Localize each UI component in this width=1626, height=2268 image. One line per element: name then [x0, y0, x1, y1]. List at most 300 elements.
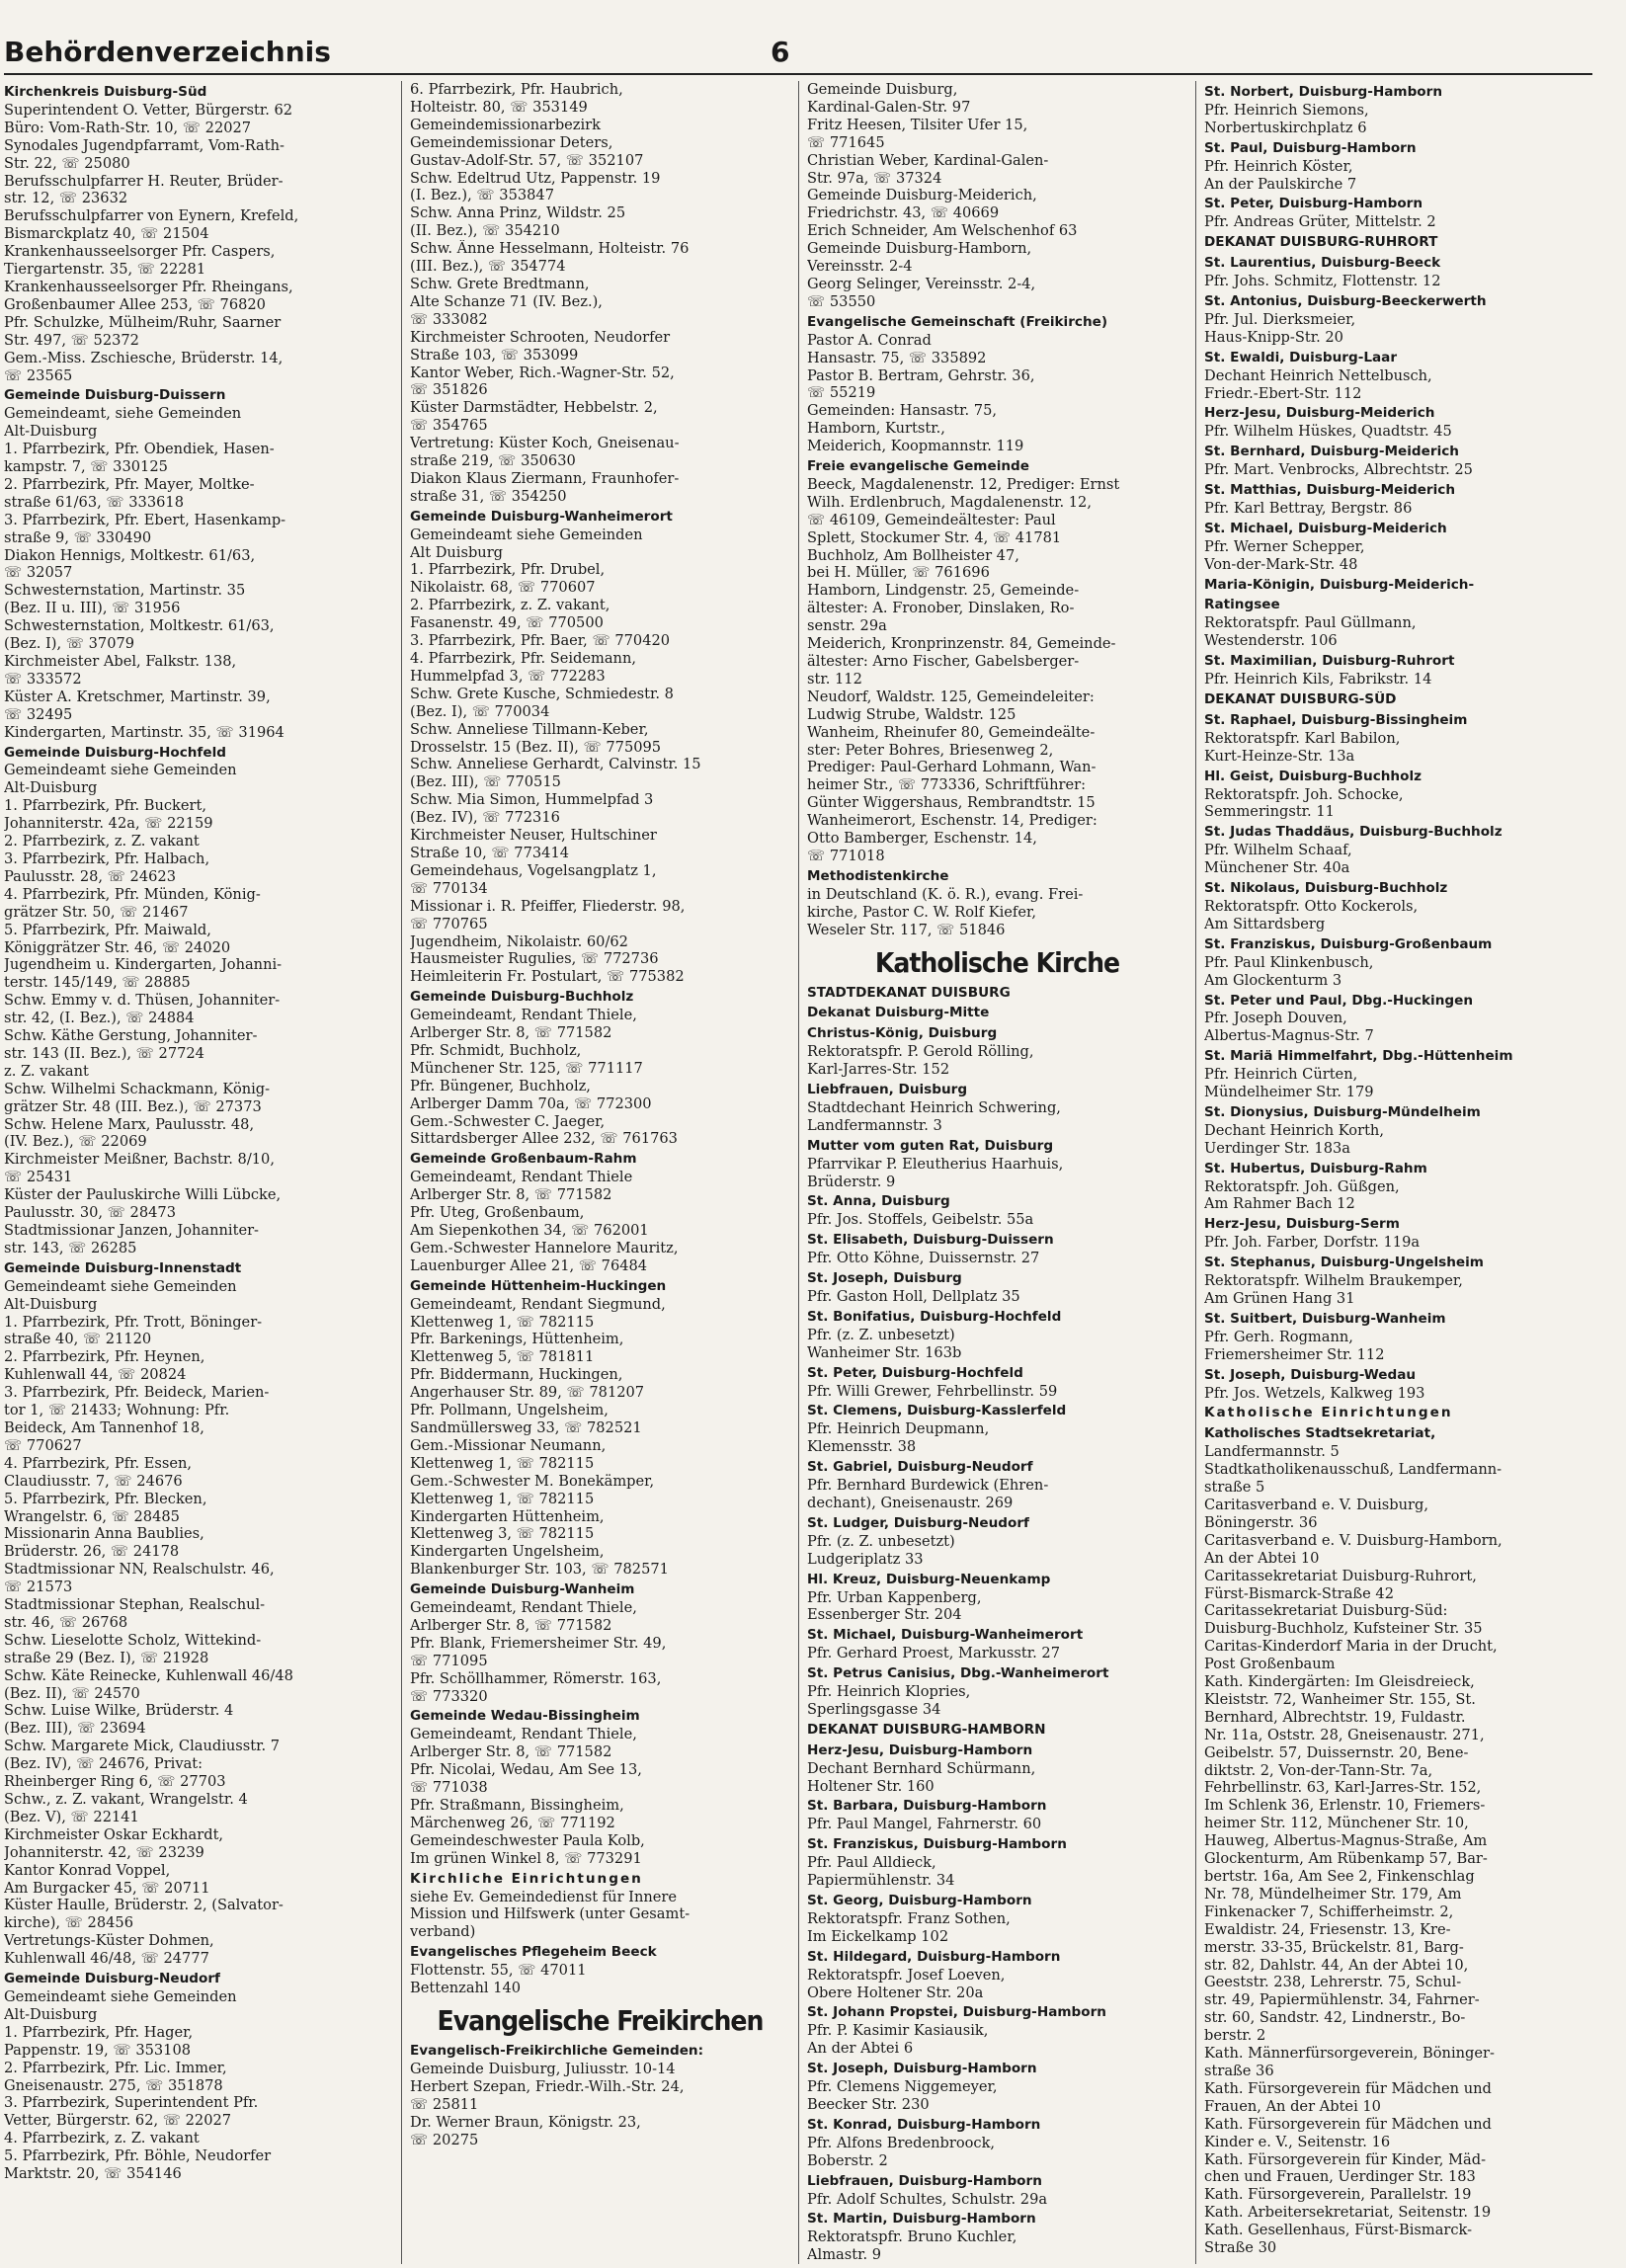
entry-line: ☏ 333572	[4, 670, 82, 688]
entry-line: Landfermannstr. 5	[1204, 1443, 1340, 1461]
entry-line: Pfr. Paul Alldieck,	[807, 1854, 936, 1872]
entry-line: Str. 497, ☏ 52372	[4, 331, 139, 349]
column-3	[798, 81, 1195, 2264]
entry-line: Pfr. Uteg, Großenbaum,	[410, 1204, 585, 1222]
entry-line: Kuhlenwall 44, ☏ 20824	[4, 1366, 187, 1384]
entry-line: str. 12, ☏ 23632	[4, 190, 128, 207]
section-heading: Liebfrauen, Duisburg-Hamborn	[807, 2172, 1042, 2189]
entry-line: Kinder e. V., Seitenstr. 16	[1204, 2133, 1391, 2150]
entry-line: verband)	[410, 1923, 476, 1941]
entry-line: ältester: Arno Fischer, Gabelsberger-	[807, 653, 1080, 670]
entry-line: Klemensstr. 38	[807, 1438, 917, 1456]
entry-line: Mission und Hilfswerk (unter Gesamt-	[410, 1905, 691, 1923]
section-heading: Gemeinde Duisburg-Hochfeld	[4, 744, 226, 761]
section-heading: St. Mariä Himmelfahrt, Dbg.-Hüttenheim	[1204, 1048, 1513, 1065]
entry-line: Schw. Edeltrud Utz, Pappenstr. 19	[410, 169, 661, 187]
entry-line: Vetter, Bürgerstr. 62, ☏ 22027	[4, 2112, 232, 2130]
entry-line: ☏ 771095	[410, 1652, 488, 1669]
entry-line: Pfr. Bernhard Burdewick (Ehren-	[807, 1477, 1049, 1495]
entry-line: Jugendheim, Nikolaistr. 60/62	[410, 932, 628, 950]
section-heading: Evangelisches Pflegeheim Beeck	[410, 1944, 657, 1961]
entry-line: str. 46, ☏ 26768	[4, 1613, 128, 1631]
entry-line: Pfr. Gerhard Proest, Markusstr. 27	[807, 1645, 1060, 1662]
entry-line: Alt Duisburg	[410, 543, 504, 561]
entry-line: Dechant Heinrich Korth,	[1204, 1121, 1384, 1139]
entry-line: ☏ 21573	[4, 1579, 73, 1596]
entry-line: Sperlingsgasse 34	[807, 1700, 941, 1718]
section-heading: St. Laurentius, Duisburg-Beeck	[1204, 255, 1441, 272]
entry-line: Caritas-Kinderdorf Maria in der Drucht,	[1204, 1638, 1498, 1656]
entry-line: Pfr. Johs. Schmitz, Flottenstr. 12	[1204, 273, 1441, 290]
section-heading: Gemeinde Duisburg-Wanheim	[410, 1581, 635, 1598]
entry-line: Missionarin Anna Baublies,	[4, 1525, 204, 1543]
entry-line: Pfr. Heinrich Siemons,	[1204, 101, 1369, 119]
entry-line: merstr. 33-35, Brückelstr. 81, Barg-	[1204, 1938, 1464, 1956]
section-heading: Katholisches Stadtsekretariat,	[1204, 1425, 1436, 1442]
entry-line: Kath. Fürsorgeverein für Mädchen und	[1204, 2079, 1492, 2097]
entry-line: Schw. Anneliese Tillmann-Keber,	[410, 720, 649, 738]
section-heading: St. Joseph, Duisburg-Wedau	[1204, 1366, 1417, 1383]
entry-line: Beeck, Magdalenenstr. 12, Prediger: Ernst	[807, 475, 1120, 493]
entry-line: bei H. Müller, ☏ 761696	[807, 564, 990, 582]
section-heading: St. Matthias, Duisburg-Meiderich	[1204, 482, 1456, 499]
columns	[4, 81, 1592, 2264]
entry-line: Pfr. Büngener, Buchholz,	[410, 1077, 591, 1094]
entry-line: Gem.-Schwester C. Jaeger,	[410, 1112, 606, 1130]
section-heading: Liebfrauen, Duisburg	[807, 1082, 968, 1098]
entry-line: Küster A. Kretschmer, Martinstr. 39,	[4, 688, 271, 705]
entry-line: Rheinberger Ring 6, ☏ 27703	[4, 1773, 226, 1791]
entry-line: Pfr. Nicolai, Wedau, Am See 13,	[410, 1761, 642, 1779]
entry-line: Rektoratspfr. Franz Sothen,	[807, 1909, 1011, 1927]
column-4	[1195, 81, 1592, 2264]
entry-line: Str. 22, ☏ 25080	[4, 154, 130, 172]
entry-line: Alte Schanze 71 (IV. Bez.),	[410, 292, 603, 310]
entry-line: Schw. Grete Kusche, Schmiedestr. 8	[410, 685, 674, 702]
entry-line: Straße 10, ☏ 773414	[410, 844, 570, 861]
entry-line: Beecker Str. 230	[807, 2095, 930, 2113]
entry-line: Im grünen Winkel 8, ☏ 773291	[410, 1849, 642, 1867]
section-heading: St. Michael, Duisburg-Meiderich	[1204, 520, 1447, 536]
entry-line: Meiderich, Koopmannstr. 119	[807, 438, 1024, 455]
entry-line: Königgrätzer Str. 46, ☏ 24020	[4, 938, 231, 956]
section-heading: St. Stephanus, Duisburg-Ungelsheim	[1204, 1255, 1484, 1271]
entry-line: Berufsschulpfarrer von Eynern, Krefeld,	[4, 207, 299, 225]
section-heading: Mutter vom guten Rat, Duisburg	[807, 1137, 1054, 1154]
entry-line: Synodales Jugendpfarramt, Vom-Rath-	[4, 136, 285, 154]
entry-line: Alt-Duisburg	[4, 423, 98, 441]
entry-line: Kantor Konrad Voppel,	[4, 1861, 171, 1879]
section-heading: Gemeinde Duisburg-Duissern	[4, 387, 226, 404]
entry-line: Kardinal-Galen-Str. 97	[807, 98, 971, 116]
section-heading: St. Judas Thaddäus, Duisburg-Buchholz	[1204, 824, 1503, 841]
entry-line: straße 61/63, ☏ 333618	[4, 493, 184, 511]
section-heading: St. Bonifatius, Duisburg-Hochfeld	[807, 1308, 1062, 1325]
section-heading: St. Elisabeth, Duisburg-Duissern	[807, 1232, 1054, 1249]
entry-line: Fürst-Bismarck-Straße 42	[1204, 1584, 1395, 1602]
entry-line: Bismarckplatz 40, ☏ 21504	[4, 225, 209, 243]
entry-line: ster: Peter Bohres, Briesenweg 2,	[807, 741, 1054, 759]
entry-line: Pfr. Biddermann, Huckingen,	[410, 1366, 623, 1384]
entry-line: Drosselstr. 15 (Bez. II), ☏ 775095	[410, 738, 662, 756]
entry-line: Sandmüllersweg 33, ☏ 782521	[410, 1418, 642, 1436]
entry-line: Papiermühlenstr. 34	[807, 1872, 955, 1890]
entry-line: Semmeringstr. 11	[1204, 803, 1335, 821]
entry-line: Kurt-Heinze-Str. 13a	[1204, 747, 1355, 765]
section-heading: St. Clemens, Duisburg-Kasslerfeld	[807, 1403, 1067, 1419]
entry-line: Pfr. Straßmann, Bissingheim,	[410, 1797, 624, 1814]
section-heading: St. Anna, Duisburg	[807, 1193, 950, 1210]
entry-line: Arlberger Str. 8, ☏ 771582	[410, 1186, 612, 1204]
entry-line: Holteistr. 80, ☏ 353149	[410, 98, 588, 116]
entry-line: grätzer Str. 48 (III. Bez.), ☏ 27373	[4, 1097, 262, 1115]
entry-line: Am Sittardsberg	[1204, 915, 1326, 932]
entry-line: Krankenhausseelsorger Pfr. Caspers,	[4, 243, 276, 261]
entry-line: Pfr. Clemens Niggemeyer,	[807, 2078, 998, 2096]
entry-line: diktstr. 2, Von-der-Tann-Str. 7a,	[1204, 1761, 1433, 1779]
entry-line: Pfr. Schulzke, Mülheim/Ruhr, Saarner	[4, 313, 282, 331]
entry-line: Küster Darmstädter, Hebbelstr. 2,	[410, 399, 658, 417]
entry-line: Claudiusstr. 7, ☏ 24676	[4, 1472, 183, 1490]
entry-line: Geeststr. 238, Lehrerstr. 75, Schul-	[1204, 1974, 1462, 1991]
entry-line: Pfr. (z. Z. unbesetzt)	[807, 1532, 955, 1550]
section-heading: Methodistenkirche	[807, 867, 949, 884]
entry-line: Rektoratspfr. Josef Loeven,	[807, 1966, 1006, 1984]
entry-line: 4. Pfarrbezirk, Pfr. Essen,	[4, 1454, 193, 1472]
entry-line: Pfr. Urban Kappenberg,	[807, 1588, 982, 1606]
entry-line: senstr. 29a	[807, 617, 887, 635]
entry-line: Kirchmeister Meißner, Bachstr. 8/10,	[4, 1151, 275, 1169]
entry-line: Gem.-Schwester Hannelore Mauritz,	[410, 1239, 679, 1256]
entry-line: Friedrichstr. 43, ☏ 40669	[807, 204, 1000, 222]
entry-line: Pfr. (z. Z. unbesetzt)	[807, 1326, 955, 1343]
entry-line: Weseler Str. 117, ☏ 51846	[807, 921, 1006, 938]
entry-line: Pfr. Heinrich Köster,	[1204, 157, 1353, 175]
entry-line: berstr. 2	[1204, 2027, 1266, 2045]
entry-line: Büro: Vom-Rath-Str. 10, ☏ 22027	[4, 119, 252, 136]
entry-line: Schw. Emmy v. d. Thüsen, Johanniter-	[4, 992, 281, 1010]
entry-line: Schw. Luise Wilke, Brüderstr. 4	[4, 1702, 234, 1720]
entry-line: Gemeinden: Hansastr. 75,	[807, 402, 997, 420]
entry-line: Hummelpfad 3, ☏ 772283	[410, 667, 606, 685]
entry-line: str. 49, Papiermühlenstr. 34, Fahrner-	[1204, 1991, 1480, 2009]
entry-line: Nr. 78, Mündelheimer Str. 179, Am	[1204, 1885, 1462, 1903]
section-heading: St. Suitbert, Duisburg-Wanheim	[1204, 1310, 1446, 1327]
entry-line: Gemeindemissionar Deters,	[410, 133, 613, 151]
entry-line: Uerdinger Str. 183a	[1204, 1139, 1350, 1157]
entry-line: ☏ 23565	[4, 366, 73, 384]
entry-line: Pfr. P. Kasimir Kasiausik,	[807, 2022, 989, 2040]
entry-line: Frauen, An der Abtei 10	[1204, 2097, 1381, 2115]
entry-line: Am Glockenturm 3	[1204, 971, 1342, 989]
section-heading: Kirchenkreis Duisburg-Süd	[4, 84, 207, 100]
entry-line: ☏ 46109, Gemeindeältester: Paul	[807, 511, 1056, 528]
entry-line: Wanheimerort, Eschenstr. 14, Prediger:	[807, 812, 1098, 830]
entry-line: Kath. Fürsorgeverein, Parallelstr. 19	[1204, 2186, 1472, 2204]
entry-line: Pfr. Heinrich Cürten,	[1204, 1066, 1358, 1084]
section-heading: Gemeinde Hüttenheim-Huckingen	[410, 1277, 667, 1294]
entry-line: Gemeindeamt, siehe Gemeinden	[4, 405, 242, 423]
entry-line: grätzer Str. 50, ☏ 21467	[4, 903, 189, 921]
entry-line: ☏ 351826	[410, 381, 488, 399]
entry-line: kirche, Pastor C. W. Rolf Kiefer,	[807, 903, 1036, 921]
entry-line: Schw. Lieselotte Scholz, Wittekind-	[4, 1631, 262, 1649]
entry-line: Holtener Str. 160	[807, 1777, 935, 1795]
entry-line: Erich Schneider, Am Welschenhof 63	[807, 222, 1078, 240]
entry-line: Rektoratspfr. Otto Kockerols,	[1204, 897, 1419, 915]
entry-line: Alt-Duisburg	[4, 1295, 98, 1313]
entry-line: 3. Pfarrbezirk, Superintendent Pfr.	[4, 2094, 259, 2112]
entry-line: (Bez. V), ☏ 22141	[4, 1808, 139, 1825]
entry-line: Dechant Bernhard Schürmann,	[807, 1759, 1036, 1777]
chapter-heading: Katholische Kirche	[874, 945, 1120, 979]
entry-line: Johanniterstr. 42, ☏ 23239	[4, 1843, 204, 1861]
entry-line: Pfarrvikar P. Eleutherius Haarhuis,	[807, 1155, 1064, 1173]
entry-line: Klettenweg 5, ☏ 781811	[410, 1348, 595, 1366]
section-heading: St. Joseph, Duisburg-Hamborn	[807, 2061, 1037, 2077]
entry-line: Gem.-Missionar Neumann,	[410, 1436, 607, 1454]
entry-line: ältester: A. Fronober, Dinslaken, Ro-	[807, 600, 1075, 617]
section-heading: St. Peter, Duisburg-Hamborn	[1204, 196, 1423, 212]
entry-line: Boberstr. 2	[807, 2151, 888, 2169]
entry-line: Mündelheimer Str. 179	[1204, 1084, 1374, 1101]
section-heading: Dekanat Duisburg-Mitte	[807, 1005, 990, 1021]
entry-line: Gemeinde Duisburg-Meiderich,	[807, 187, 1037, 204]
entry-line: Schw. Anna Prinz, Wildstr. 25	[410, 204, 626, 222]
entry-line: Von-der-Mark-Str. 48	[1204, 555, 1358, 573]
entry-line: 2. Pfarrbezirk, z. Z. vakant	[4, 833, 200, 850]
entry-line: Klettenweg 1, ☏ 782115	[410, 1490, 595, 1507]
entry-line: Gemeindemissionarbezirk	[410, 116, 601, 133]
entry-line: Alt-Duisburg	[4, 2005, 98, 2023]
entry-line: chen und Frauen, Uerdinger Str. 183	[1204, 2168, 1476, 2186]
entry-line: str. 143, ☏ 26285	[4, 1239, 137, 1256]
chapter-heading: Evangelische Freikirchen	[437, 2003, 764, 2037]
entry-line: (Bez. I), ☏ 770034	[410, 702, 550, 720]
entry-line: Fasanenstr. 49, ☏ 770500	[410, 614, 604, 632]
entry-line: Schwesternstation, Martinstr. 35	[4, 582, 246, 600]
entry-line: Gemeindeamt siehe Gemeinden	[4, 1277, 237, 1295]
entry-line: 1. Pfarrbezirk, Pfr. Trott, Böninger-	[4, 1313, 263, 1331]
entry-line: bertstr. 16a, Am See 2, Finkenschlag	[1204, 1868, 1475, 1885]
entry-line: dechant), Gneisenaustr. 269	[807, 1494, 1014, 1511]
section-heading: St. Petrus Canisius, Dbg.-Wanheimerort	[807, 1665, 1109, 1682]
entry-line: Kath. Männerfürsorgeverein, Böninger-	[1204, 2045, 1495, 2063]
entry-line: Pfr. Mart. Venbrocks, Albrechtstr. 25	[1204, 461, 1473, 479]
entry-line: Pfr. Alfons Bredenbroock,	[807, 2134, 996, 2151]
entry-line: Nr. 11a, Oststr. 28, Gneisenaustr. 271,	[1204, 1726, 1485, 1743]
entry-line: Schw. Käte Reinecke, Kuhlenwall 46/48	[4, 1666, 293, 1684]
entry-line: Straße 30	[1204, 2239, 1277, 2257]
entry-line: straße 5	[1204, 1479, 1265, 1497]
entry-line: Albertus-Magnus-Str. 7	[1204, 1027, 1374, 1045]
entry-line: Kirchmeister Abel, Falkstr. 138,	[4, 653, 237, 670]
entry-line: Brüderstr. 9	[807, 1173, 896, 1190]
entry-line: ☏ 25431	[4, 1169, 73, 1186]
entry-line: Marktstr. 20, ☏ 354146	[4, 2165, 182, 2183]
entry-line: Ludwig Strube, Waldstr. 125	[807, 705, 1016, 723]
entry-line: Tiergartenstr. 35, ☏ 22281	[4, 261, 206, 279]
entry-line: Hansastr. 75, ☏ 335892	[807, 349, 987, 366]
entry-line: 4. Pfarrbezirk, z. Z. vakant	[4, 2130, 200, 2147]
section-heading: St. Franziskus, Duisburg-Hamborn	[807, 1836, 1067, 1853]
entry-line: Pfr. Heinrich Deupmann,	[807, 1420, 990, 1438]
entry-line: Hauweg, Albertus-Magnus-Straße, Am	[1204, 1832, 1488, 1850]
entry-line: Pfr. Willi Grewer, Fehrbellinstr. 59	[807, 1382, 1058, 1400]
entry-line: Angerhauser Str. 89, ☏ 781207	[410, 1384, 645, 1402]
section-heading: St. Barbara, Duisburg-Hamborn	[807, 1798, 1047, 1815]
section-heading: Kirchliche Einrichtungen	[410, 1870, 643, 1887]
entry-line: Krankenhausseelsorger Pfr. Rheingans,	[4, 278, 293, 295]
entry-line: straße 40, ☏ 21120	[4, 1331, 152, 1348]
entry-line: Böningerstr. 36	[1204, 1513, 1318, 1531]
entry-line: Pfr. Gerh. Rogmann,	[1204, 1328, 1353, 1345]
section-heading: St. Johann Propstei, Duisburg-Hamborn	[807, 2004, 1106, 2021]
entry-line: Schw., z. Z. vakant, Wrangelstr. 4	[4, 1791, 248, 1808]
section-heading: St. Ludger, Duisburg-Neudorf	[807, 1514, 1029, 1531]
entry-line: 1. Pfarrbezirk, Pfr. Obendiek, Hasen-	[4, 441, 275, 458]
entry-line: Finkenacker 7, Schifferheimstr. 2,	[1204, 1903, 1454, 1920]
entry-line: Gneisenaustr. 275, ☏ 351878	[4, 2076, 223, 2094]
section-heading: DEKANAT DUISBURG-HAMBORN	[807, 1721, 1046, 1738]
entry-line: straße 219, ☏ 350630	[410, 452, 576, 470]
entry-line: Gemeindeamt, Rendant Thiele	[410, 1169, 633, 1186]
entry-line: Gemeindehaus, Vogelsangplatz 1,	[410, 861, 657, 879]
entry-line: Kath. Fürsorgeverein für Mädchen und	[1204, 2115, 1492, 2133]
entry-line: Im Eickelkamp 102	[807, 1927, 949, 1945]
entry-line: Gemeinde Duisburg, Juliusstr. 10-14	[410, 2060, 676, 2077]
entry-line: Buchholz, Am Bollheister 47,	[807, 546, 1019, 564]
entry-line: Gemeinde Duisburg-Hamborn,	[807, 240, 1032, 258]
entry-line: (Bez. II u. III), ☏ 31956	[4, 600, 181, 617]
entry-line: Fehrbellinstr. 63, Karl-Jarres-Str. 152,	[1204, 1779, 1482, 1797]
entry-line: Märchenweg 26, ☏ 771192	[410, 1814, 615, 1831]
entry-line: Caritasverband e. V. Duisburg-Hamborn,	[1204, 1531, 1503, 1549]
entry-line: Am Burgacker 45, ☏ 20711	[4, 1879, 210, 1897]
entry-line: 2. Pfarrbezirk, Pfr. Heynen,	[4, 1348, 205, 1366]
section-heading: Evangelisch-Freikirchliche Gemeinden:	[410, 2042, 704, 2059]
section-heading: DEKANAT DUISBURG-SÜD	[1204, 691, 1397, 707]
entry-line: Klettenweg 1, ☏ 782115	[410, 1313, 595, 1331]
entry-line: Friedr.-Ebert-Str. 112	[1204, 384, 1362, 402]
entry-line: Heimleiterin Fr. Postulart, ☏ 775382	[410, 968, 685, 986]
entry-line: heimer Str., ☏ 773336, Schriftführer:	[807, 776, 1087, 794]
entry-line: Stadtkatholikenausschuß, Landfermann-	[1204, 1461, 1503, 1479]
column-2	[401, 81, 798, 2264]
entry-line: Großenbaumer Allee 253, ☏ 76820	[4, 295, 266, 313]
section-heading: St. Dionysius, Duisburg-Mündelheim	[1204, 1103, 1481, 1120]
entry-line: Rektoratspfr. Joh. Güßgen,	[1204, 1177, 1400, 1195]
section-heading: St. Antonius, Duisburg-Beeckerwerth	[1204, 292, 1487, 309]
entry-line: Brüderstr. 26, ☏ 24178	[4, 1543, 180, 1561]
entry-line: Post Großenbaum	[1204, 1656, 1336, 1673]
entry-line: 6. Pfarrbezirk, Pfr. Haubrich,	[410, 81, 623, 98]
entry-line: Kantor Weber, Rich.-Wagner-Str. 52,	[410, 364, 675, 381]
section-heading: St. Hubertus, Duisburg-Rahm	[1204, 1160, 1427, 1176]
entry-line: Münchener Str. 125, ☏ 771117	[410, 1059, 643, 1077]
entry-line: Küster der Pauluskirche Willi Lübcke,	[4, 1186, 282, 1204]
entry-line: Wilh. Erdlenbruch, Magdalenenstr. 12,	[807, 493, 1092, 511]
entry-line: Bernhard, Albrechtstr. 19, Fuldastr.	[1204, 1708, 1466, 1726]
section-heading: Herz-Jesu, Duisburg-Serm	[1204, 1216, 1400, 1233]
entry-line: Caritasverband e. V. Duisburg,	[1204, 1496, 1428, 1513]
entry-line: Pfr. Schöllhammer, Römerstr. 163,	[410, 1669, 662, 1687]
entry-line: (Bez. I), ☏ 37079	[4, 635, 135, 653]
section-heading: Gemeinde Duisburg-Neudorf	[4, 1971, 220, 1987]
entry-line: Gemeindeschwester Paula Kolb,	[410, 1831, 645, 1849]
entry-line: Stadtmissionar Janzen, Johanniter-	[4, 1222, 259, 1239]
section-heading: St. Ewaldi, Duisburg-Laar	[1204, 349, 1398, 365]
entry-line: (Bez. III), ☏ 770515	[410, 773, 561, 791]
section-heading: St. Paul, Duisburg-Hamborn	[1204, 139, 1417, 156]
entry-line: Hausmeister Rugulies, ☏ 772736	[410, 950, 659, 968]
entry-line: str. 82, Dahlstr. 44, An der Abtei 10,	[1204, 1956, 1469, 1974]
entry-line: Christian Weber, Kardinal-Galen-	[807, 151, 1049, 169]
entry-line: ☏ 53550	[807, 292, 876, 310]
entry-line: Pfr. Joseph Douven,	[1204, 1010, 1347, 1027]
entry-line: Lauenburger Allee 21, ☏ 76484	[410, 1256, 648, 1274]
entry-line: Schw. Helene Marx, Paulusstr. 48,	[4, 1115, 255, 1133]
entry-line: Pfr. Paul Klinkenbusch,	[1204, 953, 1374, 971]
entry-line: An der Abtei 6	[807, 2040, 914, 2058]
entry-line: 1. Pfarrbezirk, Pfr. Buckert,	[4, 797, 206, 815]
entry-line: Missionar i. R. Pfeiffer, Fliederstr. 98,	[410, 897, 686, 915]
entry-line: Kuhlenwall 46/48, ☏ 24777	[4, 1950, 209, 1968]
section-heading: St. Konrad, Duisburg-Hamborn	[807, 2116, 1041, 2133]
entry-line: (II. Bez.), ☏ 354210	[410, 222, 560, 240]
section-heading: Hl. Kreuz, Duisburg-Neuenkamp	[807, 1571, 1051, 1587]
entry-line: Diakon Hennigs, Moltkestr. 61/63,	[4, 546, 256, 564]
entry-line: siehe Ev. Gemeindedienst für Innere	[410, 1888, 677, 1905]
entry-line: Dr. Werner Braun, Königstr. 23,	[410, 2113, 641, 2131]
section-heading: St. Georg, Duisburg-Hamborn	[807, 1893, 1032, 1908]
entry-line: (Bez. III), ☏ 23694	[4, 1720, 146, 1738]
entry-line: Arlberger Str. 8, ☏ 771582	[410, 1024, 612, 1042]
entry-line: Neudorf, Waldstr. 125, Gemeindeleiter:	[807, 688, 1095, 705]
entry-line: 4. Pfarrbezirk, Pfr. Münden, König-	[4, 885, 261, 903]
entry-line: Rektoratspfr. P. Gerold Rölling,	[807, 1043, 1034, 1061]
entry-line: 3. Pfarrbezirk, Pfr. Beideck, Marien-	[4, 1384, 270, 1402]
entry-line: (I. Bez.), ☏ 353847	[410, 187, 554, 204]
entry-line: Pfr. Wilhelm Schaaf,	[1204, 842, 1352, 859]
entry-line: Pfr. Barkenings, Hüttenheim,	[410, 1331, 624, 1348]
section-heading: Ratingsee	[1204, 597, 1280, 613]
entry-line: Arlberger Damm 70a, ☏ 772300	[410, 1094, 652, 1112]
entry-line: (III. Bez.), ☏ 354774	[410, 258, 566, 276]
entry-line: Kath. Gesellenhaus, Fürst-Bismarck-	[1204, 2222, 1473, 2239]
entry-line: Duisburg-Buchholz, Kufsteiner Str. 35	[1204, 1620, 1483, 1638]
entry-line: Schw. Wilhelmi Schackmann, König-	[4, 1080, 271, 1097]
entry-line: Pfr. Wilhelm Hüskes, Quadtstr. 45	[1204, 423, 1452, 441]
entry-line: Sittardsberger Allee 232, ☏ 761763	[410, 1130, 678, 1148]
entry-line: Im Schlenk 36, Erlenstr. 10, Friemers-	[1204, 1797, 1486, 1815]
entry-line: Blankenburger Str. 103, ☏ 782571	[410, 1561, 669, 1579]
entry-line: Hamborn, Kurtstr.,	[807, 420, 945, 438]
entry-line: Rektoratspfr. Bruno Kuchler,	[807, 2228, 1017, 2246]
entry-line: Pfr. Pollmann, Ungelsheim,	[410, 1402, 609, 1419]
entry-line: 5. Pfarrbezirk, Pfr. Blecken,	[4, 1490, 207, 1507]
entry-line: ☏ 773320	[410, 1687, 488, 1705]
entry-line: Essenberger Str. 204	[807, 1606, 962, 1624]
entry-line: Rektoratspfr. Karl Babilon,	[1204, 729, 1401, 747]
entry-line: Rektoratspfr. Joh. Schocke,	[1204, 785, 1404, 803]
entry-line: Schw. Mia Simon, Hummelpfad 3	[410, 791, 654, 809]
entry-line: 5. Pfarrbezirk, Pfr. Böhle, Neudorfer	[4, 2147, 272, 2165]
entry-line: Caritassekretariat Duisburg-Ruhrort,	[1204, 1567, 1477, 1584]
entry-line: straße 31, ☏ 354250	[410, 487, 567, 505]
entry-line: Schw. Änne Hesselmann, Holteistr. 76	[410, 240, 690, 258]
entry-line: Küster Haulle, Brüderstr. 2, (Salvator-	[4, 1897, 284, 1914]
